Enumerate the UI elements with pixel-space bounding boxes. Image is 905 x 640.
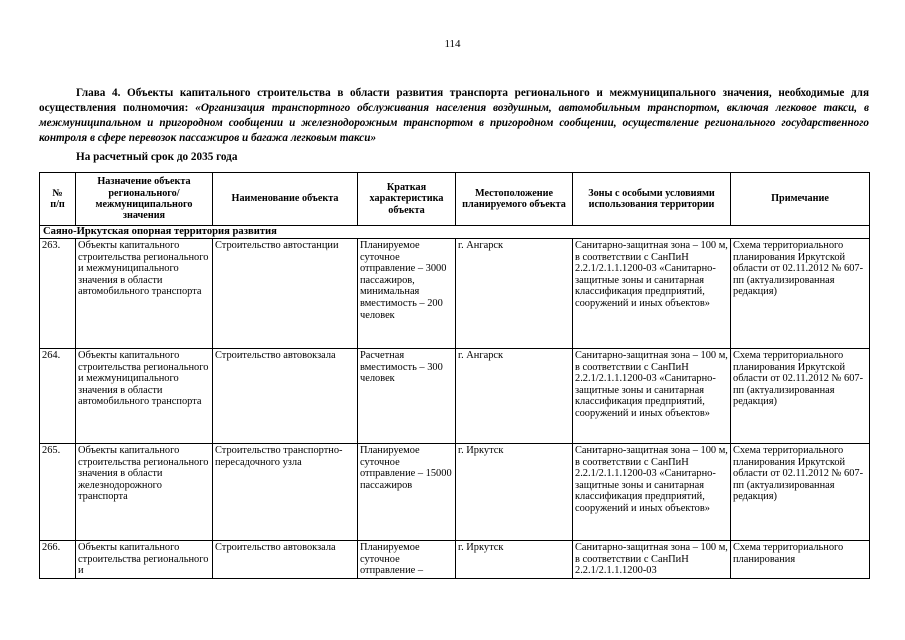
row-zones: Санитарно-защитная зона – 100 м, в соответствии с СанПиН 2.2.1/2.1.1.1200-03 «Санитарно-защитные зоны и санитарная классификация предприятий, сооружений и иных объектов» <box>573 444 731 541</box>
row-zones: Санитарно-защитная зона – 100 м, в соответствии с СанПиН 2.2.1/2.1.1.1200-03 «Санитарно-защитные зоны и санитарная классификация предприятий, сооружений и иных объектов» <box>573 239 731 349</box>
row-location: г. Ангарск <box>456 349 573 444</box>
row-zones: Санитарно-защитная зона – 100 м, в соответствии с СанПиН 2.2.1/2.1.1.1200-03 <box>573 541 731 579</box>
row-number: 263. <box>40 239 76 349</box>
row-location: г. Иркутск <box>456 541 573 579</box>
header-note: Примечание <box>731 173 870 226</box>
header-zones: Зоны с особыми условиями использования территории <box>573 173 731 226</box>
row-characteristic: Планируемое суточное отправление – 3000 пассажиров, минимальная вместимость – 200 человек <box>358 239 456 349</box>
table-row <box>40 239 870 349</box>
row-name: Строительство транспортно-пересадочного узла <box>213 444 358 541</box>
row-note: Схема территориального планирования Иркутской области от 02.11.2012 № 607-пп (актуализированная редакция) <box>731 349 870 444</box>
header-location: Местоположение планируемого объекта <box>456 173 573 226</box>
row-name: Строительство автовокзала <box>213 541 358 579</box>
row-name: Строительство автовокзала <box>213 349 358 444</box>
header-purpose: Назначение объекта регионального/ межмуниципального значения <box>76 173 213 226</box>
row-characteristic: Планируемое суточное отправление – 15000 пассажиров <box>358 444 456 541</box>
row-number: 266. <box>40 541 76 579</box>
row-purpose: Объекты капитального строительства регионального значения в области железнодорожного транспорта <box>76 444 213 541</box>
chapter-heading <box>39 86 869 146</box>
row-purpose: Объекты капитального строительства регионального и <box>76 541 213 579</box>
objects-table <box>39 172 870 579</box>
table-row <box>40 349 870 444</box>
row-number: 264. <box>40 349 76 444</box>
region-row <box>40 226 870 239</box>
period-heading: На расчетный срок до 2035 года <box>76 151 238 163</box>
row-zones: Санитарно-защитная зона – 100 м, в соответствии с СанПиН 2.2.1/2.1.1.1200-03 «Санитарно-защитные зоны и санитарная классификация предприятий, сооружений и иных объектов» <box>573 349 731 444</box>
header-characteristic: Краткая характеристика объекта <box>358 173 456 226</box>
row-location: г. Иркутск <box>456 444 573 541</box>
row-purpose: Объекты капитального строительства регионального и межмуниципального значения в области автомобильного транспорта <box>76 239 213 349</box>
header-number: № п/п <box>40 173 76 226</box>
header-name: Наименование объекта <box>213 173 358 226</box>
row-note: Схема территориального планирования <box>731 541 870 579</box>
chapter-authority: «Организация транспортного обслуживания населения воздушным, автомобильным транспортом, включая легковое такси, в межмуниципальном и пригородном сообщении и железнодорожным транспортом в пригородном сообщении, осуществление регионального государственного контроля в сфере перевозок пассажиров и багажа легковым такси» <box>39 102 869 144</box>
row-note: Схема территориального планирования Иркутской области от 02.11.2012 № 607-пп (актуализированная редакция) <box>731 239 870 349</box>
row-location: г. Ангарск <box>456 239 573 349</box>
table-header-row <box>40 173 870 226</box>
row-note: Схема территориального планирования Иркутской области от 02.11.2012 № 607-пп (актуализированная редакция) <box>731 444 870 541</box>
page-number: 114 <box>444 38 461 50</box>
row-purpose: Объекты капитального строительства регионального и межмуниципального значения в области автомобильного транспорта <box>76 349 213 444</box>
row-number: 265. <box>40 444 76 541</box>
row-name: Строительство автостанции <box>213 239 358 349</box>
table-row <box>40 541 870 579</box>
region-label: Саяно-Иркутская опорная территория развития <box>40 226 870 239</box>
chapter-lead: Глава 4. Объекты капитального строительства в области развития транспорта регионального и межмуниципального значения, необходимые для осуществления полномочия: <box>39 87 869 114</box>
row-characteristic: Расчетная вместимость – 300 человек <box>358 349 456 444</box>
row-characteristic: Планируемое суточное отправление – <box>358 541 456 579</box>
table-row <box>40 444 870 541</box>
